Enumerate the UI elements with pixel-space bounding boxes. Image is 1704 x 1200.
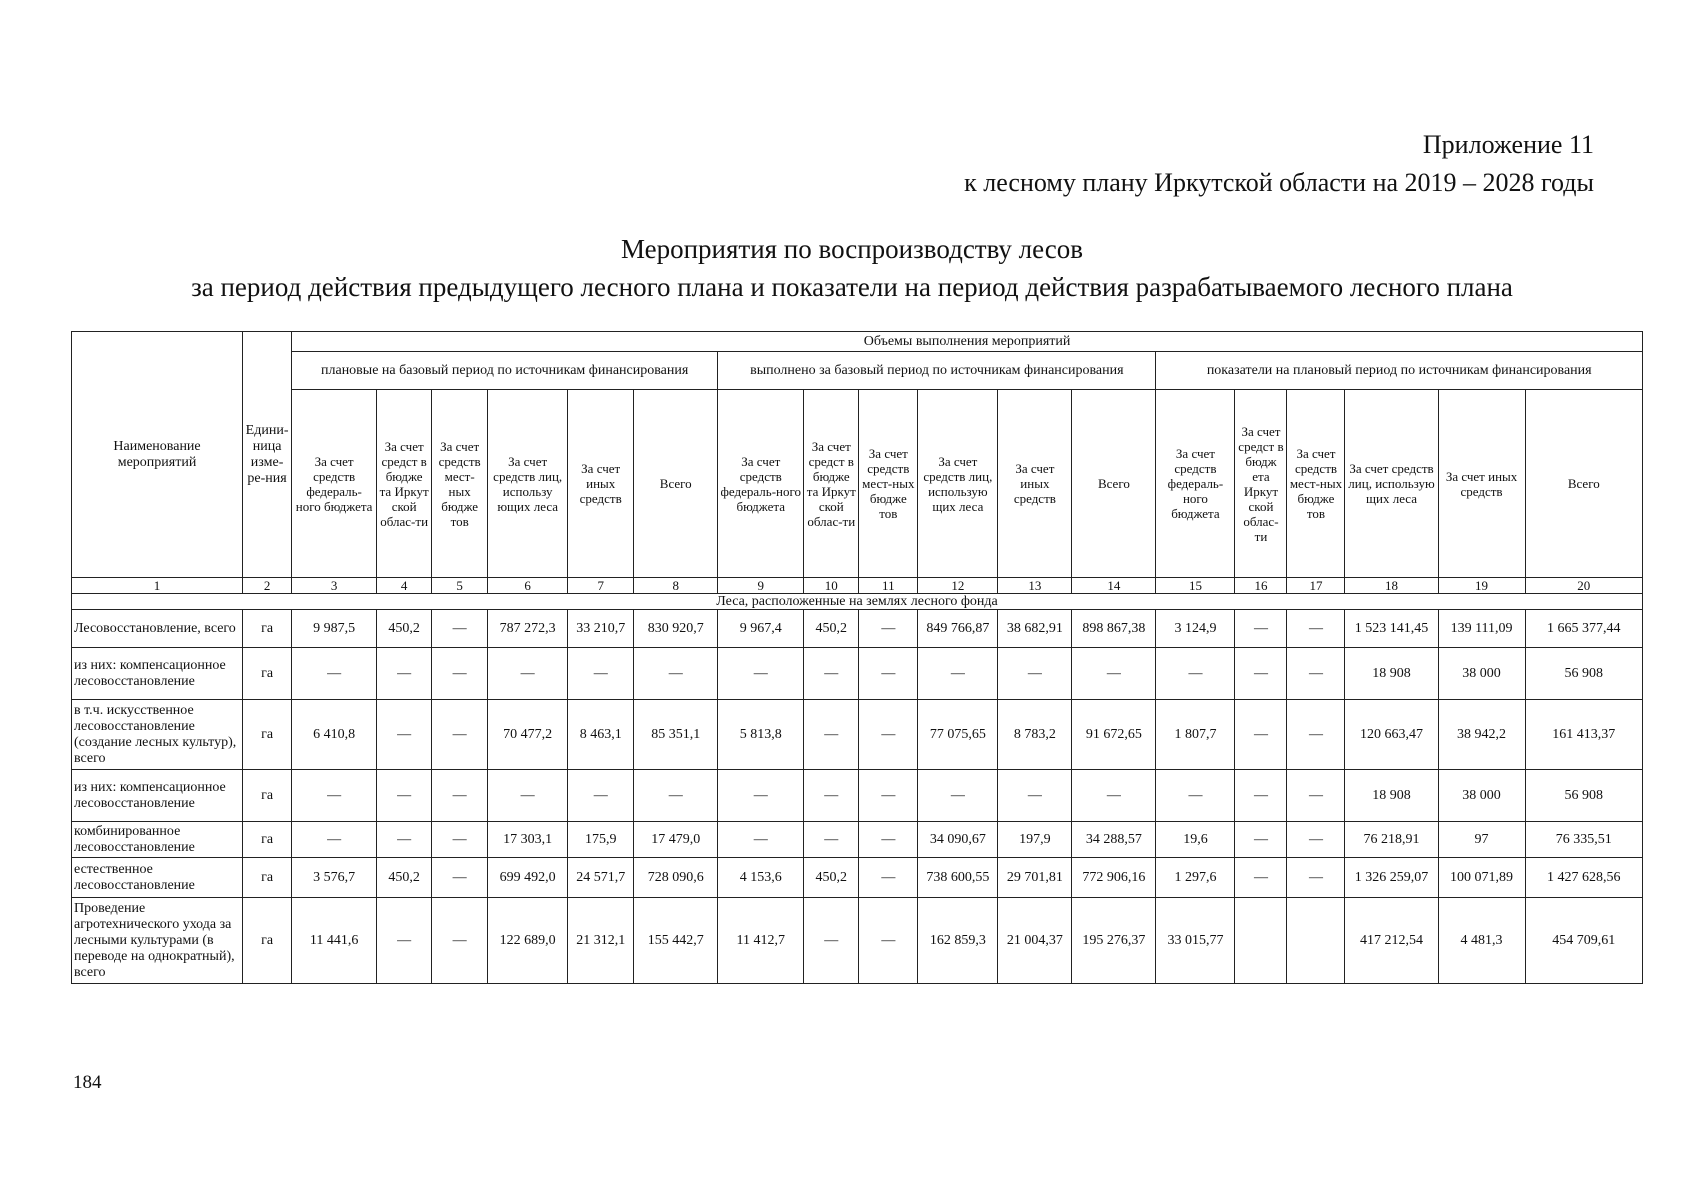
row-unit: га [243,648,292,700]
table-row [72,858,1643,898]
table-row [72,898,1643,984]
column-number: 13 [998,578,1072,594]
cell-value: — [918,770,998,822]
cell-value: 139 111,09 [1438,610,1525,648]
subheader-col-15: За счет средств федераль-ного бюджета [1156,390,1235,578]
cell-value: — [377,648,432,700]
cell-value: 85 351,1 [634,700,718,770]
cell-value: 450,2 [377,858,432,898]
cell-value: 100 071,89 [1438,858,1525,898]
cell-value: 76 218,91 [1345,822,1438,858]
cell-value: 38 682,91 [998,610,1072,648]
cell-value: — [432,898,488,984]
cell-value: 38 942,2 [1438,700,1525,770]
cell-value: 34 288,57 [1072,822,1156,858]
cell-value: — [1072,770,1156,822]
column-number: 18 [1345,578,1438,594]
cell-value: — [998,648,1072,700]
cell-value: 6 410,8 [292,700,377,770]
cell-value: — [634,648,718,700]
cell-value: 1 807,7 [1156,700,1235,770]
subheader-col-11: За счет средств мест-ных бюдже тов [859,390,918,578]
page-number: 184 [73,1072,102,1093]
cell-value: — [718,822,804,858]
column-number: 1 [72,578,243,594]
header-unit: Едини-ница изме-ре-ния [243,332,292,578]
cell-value [1235,898,1287,984]
column-number: 9 [718,578,804,594]
cell-value: 450,2 [377,610,432,648]
cell-value: 195 276,37 [1072,898,1156,984]
cell-value: — [568,648,634,700]
cell-value: 9 967,4 [718,610,804,648]
cell-value: — [804,770,859,822]
cell-value: — [377,700,432,770]
cell-value: 161 413,37 [1525,700,1642,770]
cell-value [1287,898,1345,984]
cell-value: — [1072,648,1156,700]
cell-value: — [1235,770,1287,822]
subheader-col-14: Всего [1072,390,1156,578]
cell-value: 34 090,67 [918,822,998,858]
column-number: 17 [1287,578,1345,594]
cell-value: — [634,770,718,822]
table-row [72,610,1643,648]
row-name: естественное лесовосстановление [72,858,243,898]
appendix-number: Приложение 11 [1422,130,1594,159]
cell-value: 1 523 141,45 [1345,610,1438,648]
subheader-col-16: За счет средст в бюдж ета Иркут ской облас-ти [1235,390,1287,578]
cell-value: — [1235,822,1287,858]
cell-value: — [377,770,432,822]
cell-value: 97 [1438,822,1525,858]
cell-value: 197,9 [998,822,1072,858]
cell-value: 1 427 628,56 [1525,858,1642,898]
row-unit: га [243,700,292,770]
cell-value: 5 813,8 [718,700,804,770]
cell-value: — [1235,700,1287,770]
subheader-col-7: За счет иных средств [568,390,634,578]
row-name: из них: компенсационное лесовосстановление [72,770,243,822]
row-unit: га [243,898,292,984]
cell-value: 18 908 [1345,648,1438,700]
cell-value: 33 015,77 [1156,898,1235,984]
cell-value: 175,9 [568,822,634,858]
cell-value: 76 335,51 [1525,822,1642,858]
subheader-col-5: За счет средств мест-ных бюдже тов [432,390,488,578]
cell-value: 17 479,0 [634,822,718,858]
header-group-done: выполнено за базовый период по источникам финансирования [718,352,1156,390]
subheader-col-12: За счет средств лиц, использую щих леса [918,390,998,578]
row-unit: га [243,610,292,648]
cell-value: 21 004,37 [998,898,1072,984]
reforestation-table [71,331,1643,984]
cell-value: — [718,770,804,822]
cell-value: 11 441,6 [292,898,377,984]
column-number: 7 [568,578,634,594]
cell-value: — [859,898,918,984]
cell-value: 38 000 [1438,648,1525,700]
cell-value: 1 326 259,07 [1345,858,1438,898]
cell-value: — [859,700,918,770]
cell-value: — [488,648,568,700]
subheader-col-19: За счет иных средств [1438,390,1525,578]
cell-value: 772 906,16 [1072,858,1156,898]
cell-value: — [292,822,377,858]
column-number: 19 [1438,578,1525,594]
row-name: в т.ч. искусственное лесовосстановление (создание лесных культур), всего [72,700,243,770]
cell-value: 21 312,1 [568,898,634,984]
section-title: Леса, расположенные на землях лесного фонда [72,594,1643,610]
subheader-col-6: За счет средств лиц, использу ющих леса [488,390,568,578]
cell-value: 9 987,5 [292,610,377,648]
header-group-plan-period: показатели на плановый период по источникам финансирования [1156,352,1643,390]
cell-value: 91 672,65 [1072,700,1156,770]
cell-value: 454 709,61 [1525,898,1642,984]
subheader-col-10: За счет средст в бюдже та Иркут ской облас-ти [804,390,859,578]
cell-value: 8 783,2 [998,700,1072,770]
cell-value: — [859,858,918,898]
cell-value: — [859,770,918,822]
cell-value: 120 663,47 [1345,700,1438,770]
cell-value: 450,2 [804,610,859,648]
column-number: 3 [292,578,377,594]
cell-value: — [1156,648,1235,700]
cell-value: 77 075,65 [918,700,998,770]
row-name: из них: компенсационное лесовосстановление [72,648,243,700]
cell-value: 728 090,6 [634,858,718,898]
cell-value: — [1156,770,1235,822]
cell-value: 162 859,3 [918,898,998,984]
cell-value: — [718,648,804,700]
subheader-col-17: За счет средств мест-ных бюдже тов [1287,390,1345,578]
row-unit: га [243,770,292,822]
cell-value: — [292,648,377,700]
column-number: 6 [488,578,568,594]
cell-value: 56 908 [1525,770,1642,822]
row-unit: га [243,822,292,858]
cell-value: — [1287,858,1345,898]
column-number: 2 [243,578,292,594]
cell-value: 830 920,7 [634,610,718,648]
appendix-reference: к лесному плану Иркутской области на 2019 – 2028 годы [964,168,1594,197]
cell-value: — [859,822,918,858]
table-row [72,822,1643,858]
row-name: комбинированное лесовосстановление [72,822,243,858]
header-name: Наименование мероприятий [72,332,243,578]
cell-value: — [804,648,859,700]
cell-value: 738 600,55 [918,858,998,898]
cell-value: — [918,648,998,700]
cell-value: — [998,770,1072,822]
cell-value: — [1287,700,1345,770]
column-number: 20 [1525,578,1642,594]
cell-value: 33 210,7 [568,610,634,648]
cell-value: 18 908 [1345,770,1438,822]
cell-value: — [804,822,859,858]
header-group-planned: плановые на базовый период по источникам финансирования [292,352,718,390]
cell-value: 1 665 377,44 [1525,610,1642,648]
cell-value: 4 153,6 [718,858,804,898]
column-number: 4 [377,578,432,594]
cell-value: 56 908 [1525,648,1642,700]
cell-value: — [859,610,918,648]
cell-value: — [432,858,488,898]
cell-value: 70 477,2 [488,700,568,770]
row-name: Лесовосстановление, всего [72,610,243,648]
cell-value: 1 297,6 [1156,858,1235,898]
cell-value: — [292,770,377,822]
subheader-col-8: Всего [634,390,718,578]
cell-value: 155 442,7 [634,898,718,984]
cell-value: — [859,648,918,700]
row-unit: га [243,858,292,898]
cell-value: 3 576,7 [292,858,377,898]
subheader-col-9: За счет средств федераль-ного бюджета [718,390,804,578]
cell-value: — [1287,770,1345,822]
cell-value: 898 867,38 [1072,610,1156,648]
title-line-1: Мероприятия по воспроизводству лесов [620,234,1084,264]
subheader-col-4: За счет средст в бюдже та Иркут ской облас-ти [377,390,432,578]
cell-value: 38 000 [1438,770,1525,822]
table-row [72,700,1643,770]
cell-value: — [488,770,568,822]
cell-value: 849 766,87 [918,610,998,648]
cell-value: 122 689,0 [488,898,568,984]
column-number: 8 [634,578,718,594]
cell-value: — [1287,822,1345,858]
cell-value: 450,2 [804,858,859,898]
column-number: 15 [1156,578,1235,594]
cell-value: — [804,700,859,770]
title-line-2: за период действия предыдущего лесного плана и показатели на период действия разрабатываемого лесного плана [191,272,1513,302]
cell-value: 8 463,1 [568,700,634,770]
cell-value: — [1287,610,1345,648]
column-number: 16 [1235,578,1287,594]
cell-value: 17 303,1 [488,822,568,858]
cell-value: — [1235,648,1287,700]
subheader-col-18: За счет средств лиц, использую щих леса [1345,390,1438,578]
cell-value: 19,6 [1156,822,1235,858]
table-row [72,648,1643,700]
cell-value: — [377,898,432,984]
column-number: 10 [804,578,859,594]
cell-value: 417 212,54 [1345,898,1438,984]
cell-value: — [432,700,488,770]
row-name: Проведение агротехнического ухода за лесными культурами (в переводе на однократный), всего [72,898,243,984]
cell-value: 11 412,7 [718,898,804,984]
appendix-header [964,126,1594,202]
cell-value: — [1235,858,1287,898]
cell-value: — [432,648,488,700]
header-volumes: Объемы выполнения мероприятий [292,332,1643,352]
table-row [72,770,1643,822]
cell-value: — [1287,648,1345,700]
cell-value: — [1235,610,1287,648]
cell-value: — [568,770,634,822]
column-number: 12 [918,578,998,594]
cell-value: — [804,898,859,984]
cell-value: — [432,610,488,648]
document-title [0,230,1704,306]
column-number: 11 [859,578,918,594]
cell-value: 24 571,7 [568,858,634,898]
cell-value: — [377,822,432,858]
subheader-col-13: За счет иных средств [998,390,1072,578]
cell-value: 3 124,9 [1156,610,1235,648]
subheader-col-20: Всего [1525,390,1642,578]
cell-value: 699 492,0 [488,858,568,898]
cell-value: — [432,822,488,858]
column-number: 5 [432,578,488,594]
cell-value: 4 481,3 [1438,898,1525,984]
cell-value: 29 701,81 [998,858,1072,898]
cell-value: — [432,770,488,822]
subheader-col-3: За счет средств федераль-ного бюджета [292,390,377,578]
cell-value: 787 272,3 [488,610,568,648]
column-number: 14 [1072,578,1156,594]
